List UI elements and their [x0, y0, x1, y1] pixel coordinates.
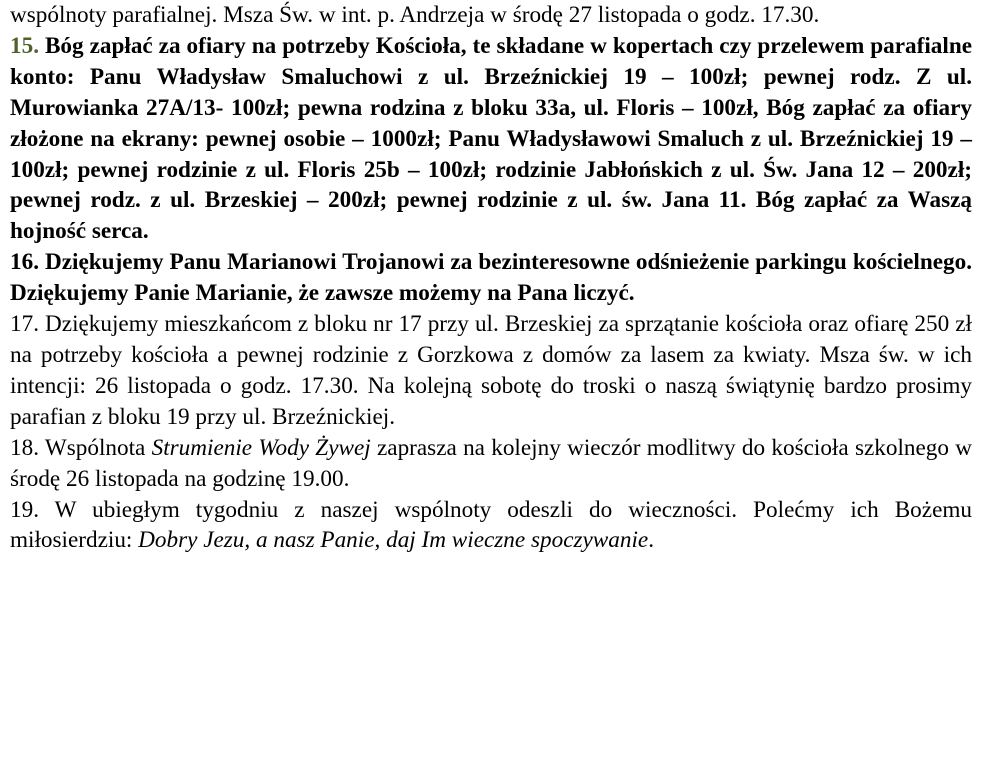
announcements-document: [10, 0, 972, 556]
item-19-after: .: [648, 527, 654, 554]
item-14-tail: wspólnoty parafialnej. Msza Św. w int. p. Andrzeja w środę 27 listopada o godz. 17.30.: [10, 2, 820, 28]
item-19: [10, 495, 972, 557]
item-15-text: Bóg zapłać za ofiary na potrzeby Kościoła, te składane w kopertach czy przelewem parafialne konto: Panu Władysław Smaluchowi z ul. Brzeźnickiej 19 – 100zł; pewnej rodz. Z ul. Murowianka 27A/13- 100zł; pewna rodzina z bloku 33a, ul. Floris – 100zł, Bóg zapłać za ofiary złożone na ekrany: pewnej osobie – 1000zł; Panu Władysławowi Smaluch z ul. Brzeźnickiej 19 – 100zł; pewnej rodzinie z ul. Floris 25b – 100zł; rodzinie Jabłońskich z ul. Św. Jana 12 – 200zł; pewnej rodz. z ul. Brzeskiej – 200zł; pewnej rodzinie z ul. św. Jana 11. Bóg zapłać za Waszą hojność serca.: [10, 32, 973, 245]
item-15: [10, 31, 972, 247]
item-18-before: 18. Wspólnota: [10, 434, 152, 461]
item-15-number: 15.: [10, 32, 39, 59]
item-19-prayer: Dobry Jezu, a nasz Panie, daj Im wieczne spoczywanie: [138, 527, 649, 554]
item-18-after: zaprasza na kolejny wieczór modlitwy do kościoła szkolnego w środę 26 listopada na godzinę 19.00.: [10, 434, 973, 492]
item-18: [10, 433, 972, 495]
item-16: 16. Dziękujemy Panu Marianowi Trojanowi za bezinteresowne odśnieżenie parkingu kościelnego. Dziękujemy Panie Marianie, że zawsze możemy na Pana liczyć.: [10, 249, 972, 307]
item-19-before: 19. W ubiegłym tygodniu z naszej wspólnoty odeszli do wieczności. Polećmy ich Bożemu miłosierdziu:: [10, 496, 972, 554]
item-17: 17. Dziękujemy mieszkańcom z bloku nr 17 przy ul. Brzeskiej za sprzątanie kościoła oraz ofiarę 250 zł na potrzeby kościoła a pewnej rodzinie z Gorzkowa z domów za lasem za kwiaty. Msza św. w ich intencji: 26 listopada o godz. 17.30. Na kolejną sobotę do troski o naszą świątynię bardzo prosimy parafian z bloku 19 przy ul. Brzeźnickiej.: [10, 311, 972, 430]
item-18-community-name: Strumienie Wody Żywej: [151, 434, 371, 461]
